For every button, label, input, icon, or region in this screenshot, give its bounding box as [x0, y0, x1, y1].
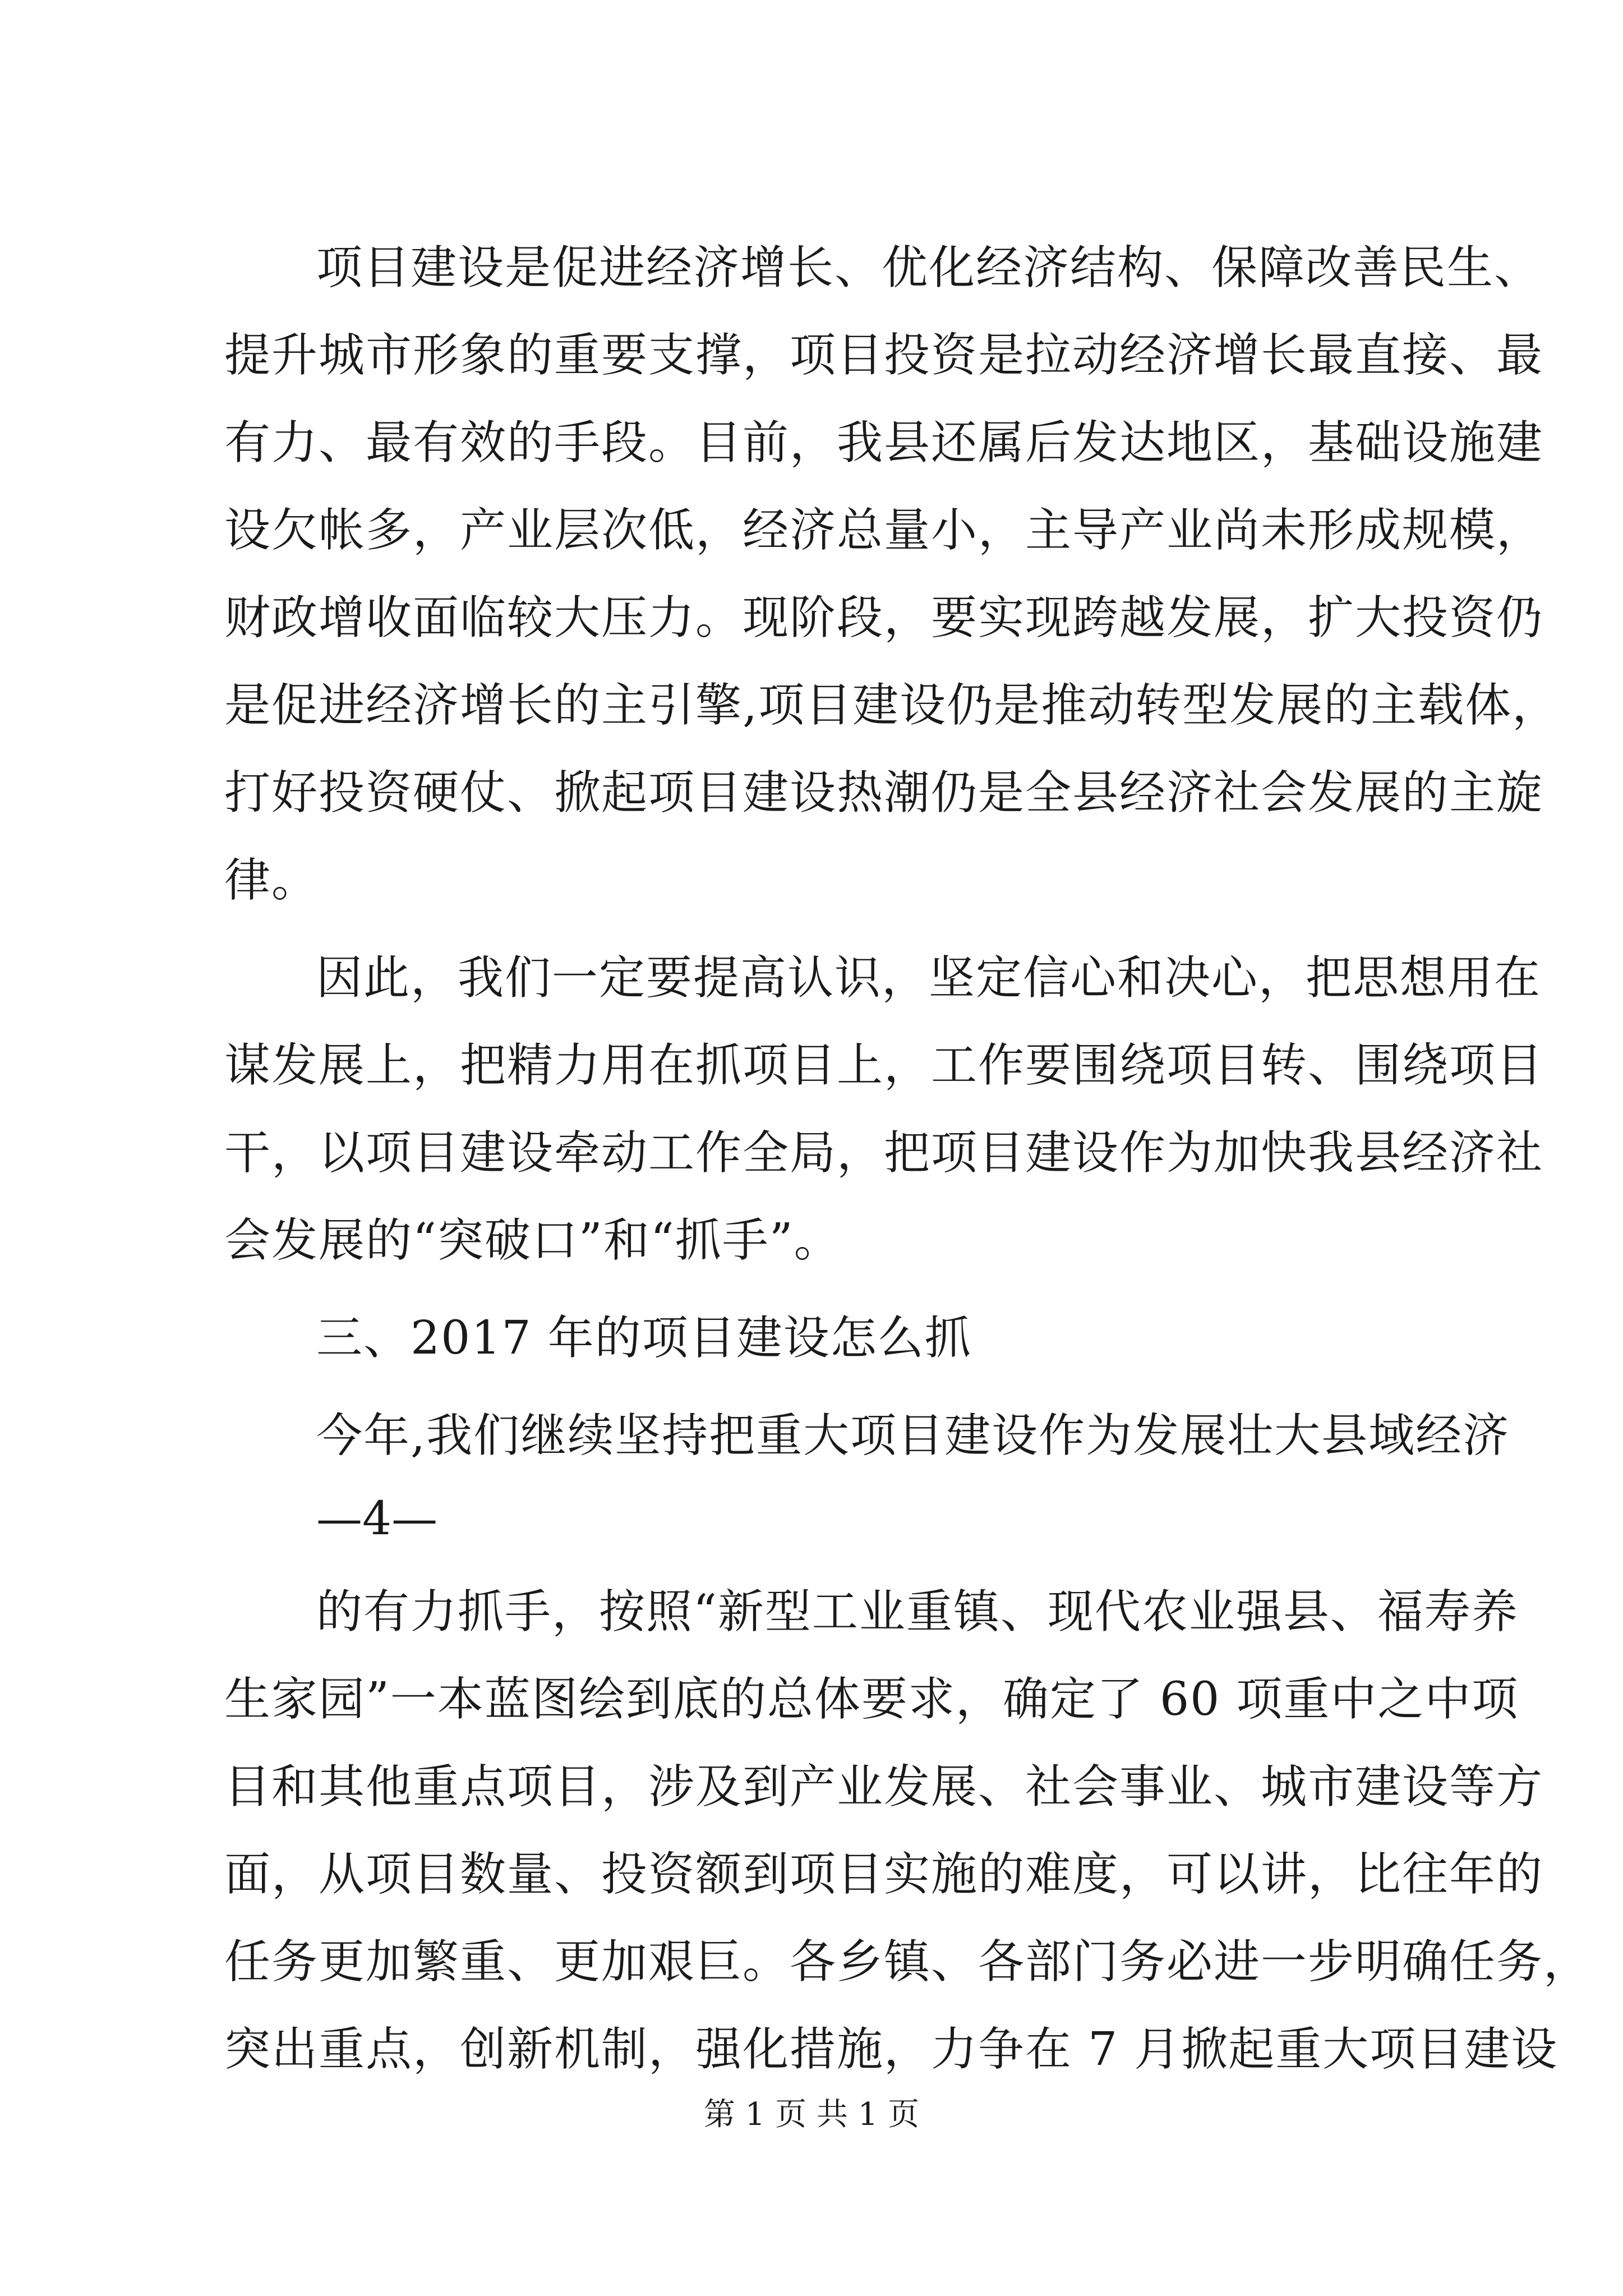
paragraph-3 [224, 1392, 1510, 1480]
text-line: 干，以项目建设牵动工作全局，把项目建设作为加快我县经济社 [224, 1126, 1544, 1180]
text-line: 生家园”一本蓝图绘到底的总体要求，确定了 60 项重中之中项 [224, 1673, 1519, 1726]
heading-text: 三、2017 年的项目建设怎么抓 [316, 1312, 972, 1365]
text-line: 目和其他重点项目，涉及到产业发展、社会事业、城市建设等方 [224, 1760, 1544, 1814]
text-line: 是促进经济增长的主引擎,项目建设仍是推动转型发展的主载体， [224, 679, 1560, 732]
text-line: 因此，我们一定要提高认识，坚定信心和决心，把思想用在 [316, 951, 1542, 1005]
paragraph-2 [224, 935, 1544, 1285]
text-line: 提升城市形象的重要支撑，项目投资是拉动经济增长最直接、最 [224, 329, 1544, 382]
text-line: 今年,我们继续坚持把重大项目建设作为发展壮大县域经济 [316, 1409, 1510, 1462]
text-line: 的有力抓手，按照“新型工业重镇、现代农业强县、福寿养 [316, 1585, 1519, 1639]
text-line: 财政增收面临较大压力。现阶段，要实现跨越发展，扩大投资仍 [224, 591, 1544, 645]
text-line: 有力、最有效的手段。目前，我县还属后发达地区，基础设施建 [224, 416, 1544, 470]
document-body [224, 224, 1591, 2093]
paragraph-continuation [224, 1568, 1591, 2093]
text-line: 会发展的“突破口”和“抓手”。 [224, 1214, 841, 1267]
text-line: 面，从项目数量、投资额到项目实施的难度，可以讲，比往年的 [224, 1848, 1544, 1901]
page-footer: 第 1 页 共 1 页 [703, 2096, 920, 2133]
section-heading [224, 1295, 1402, 1382]
text-line: 项目建设是促进经济增长、优化经济结构、保障改善民生、 [316, 241, 1542, 295]
paragraph-1 [224, 224, 1560, 924]
text-line: 打好投资硬仗、掀起项目建设热潮仍是全县经济社会发展的主旋 [224, 766, 1544, 820]
page-number-marker: —4— [316, 1492, 438, 1545]
text-line: 谋发展上，把精力用在抓项目上，工作要围绕项目转、围绕项目 [224, 1039, 1544, 1092]
text-line: 律。 [224, 854, 319, 907]
text-line: 设欠帐多，产业层次低，经济总量小，主导产业尚未形成规模， [224, 504, 1544, 557]
text-line: 突出重点，创新机制，强化措施，力争在 7 月掀起重大项目建设 [224, 2023, 1559, 2076]
text-line: 任务更加繁重、更加艰巨。各乡镇、各部门务必进一步明确任务， [224, 1935, 1591, 1989]
